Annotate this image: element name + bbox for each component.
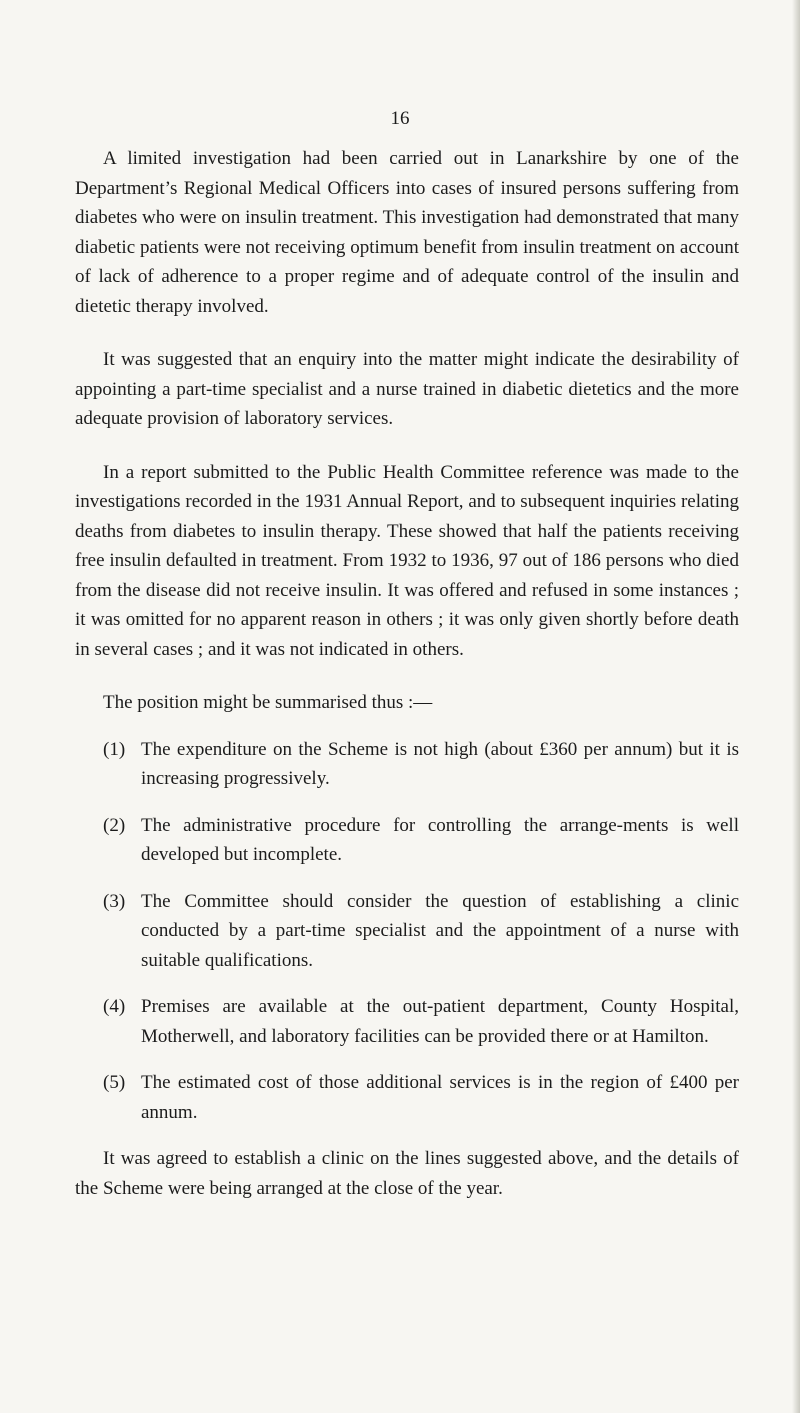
page-number: 16: [390, 108, 410, 129]
list-item: [103, 735, 739, 794]
document-body: [75, 144, 739, 1227]
list-item-number: (3): [103, 890, 126, 912]
list-item-text: The estimated cost of those additional services is in the region of £400 per annum.: [141, 1072, 739, 1123]
list-item: [103, 1068, 739, 1127]
page-edge-shadow: [792, 0, 800, 1413]
summary-list: [75, 735, 739, 1128]
paragraph-closing: It was agreed to establish a clinic on the lines suggested above, and the details of the Scheme were being arranged at the close of the year.: [75, 1148, 739, 1199]
paragraph-enquiry-suggestion: It was suggested that an enquiry into the matter might indicate the desirability of appointing a part-time specialist and a nurse trained in diabetic dietetics and the more adequate provision of laboratory services.: [75, 349, 739, 429]
list-item-number: (5): [103, 1072, 126, 1093]
list-item: [103, 992, 739, 1051]
list-item: [103, 887, 739, 976]
list-item-text: Premises are available at the out-patient department, County Hospital, Motherwell, and laboratory facilities can be provided there or at Hamilton.: [141, 996, 739, 1047]
list-item-text: The Committee should consider the question of establishing a clinic conducted by a part-time specialist and the appointment of a nurse with suitable qualifications.: [141, 890, 739, 971]
list-item: [103, 811, 739, 870]
list-item-number: (2): [103, 814, 126, 836]
paragraph-committee-report: In a report submitted to the Public Health Committee reference was made to the investigations recorded in the 1931 Annual Report, and to subsequent inquiries relating deaths from diabetes to insulin therapy. These showed that half the patients receiving free insulin defaulted in treatment. From 1932 to 1936, 97 out of 186 persons who died from the disease did not receive insulin. It was offered and refused in some instances ; it was omitted for no apparent reason in others ; it was only given shortly before death in several cases ; and it was not indicated in others.: [75, 461, 739, 660]
list-item-text: The administrative procedure for controlling the arrange-ments is well developed but incomplete.: [141, 814, 739, 865]
paragraph-investigation: A limited investigation had been carried out in Lanarkshire by one of the Department’s Regional Medical Officers into cases of insured persons suffering from diabetes who were on insulin treatment. This investigation had demonstrated that many diabetic patients were not receiving optimum benefit from insulin treatment on account of lack of adherence to a proper regime and of adequate control of the insulin and dietetic therapy involved.: [75, 148, 739, 317]
paragraph-summary-intro: The position might be summarised thus :—: [103, 692, 433, 713]
list-item-number: (4): [103, 996, 126, 1017]
list-item-number: (1): [103, 738, 126, 760]
list-item-text: The expenditure on the Scheme is not high (about £360 per annum) but it is increasing progressively.: [141, 738, 739, 789]
